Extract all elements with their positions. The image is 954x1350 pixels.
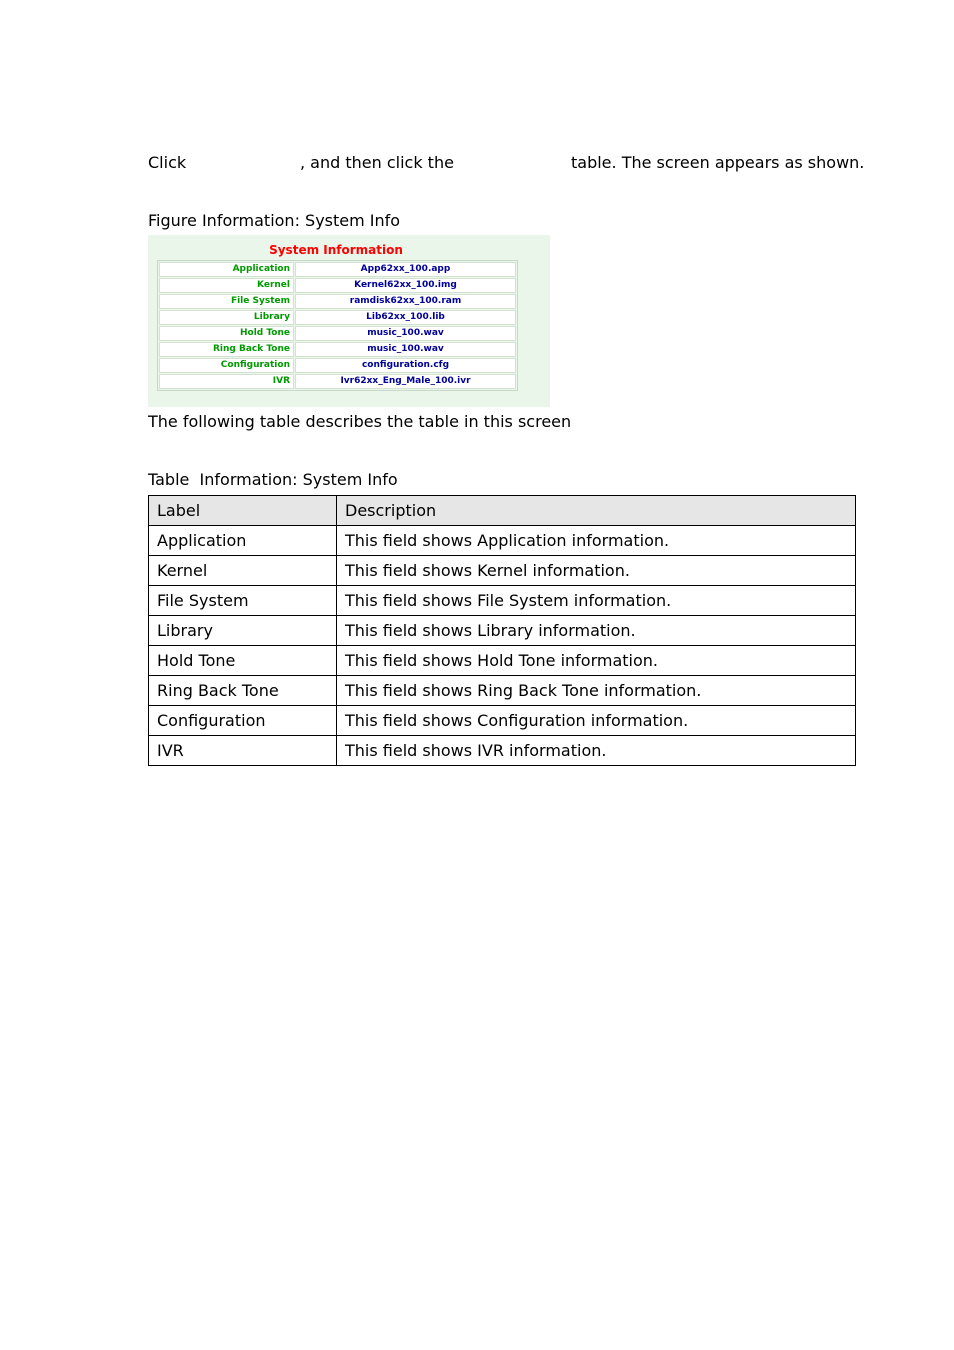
info-label: File System xyxy=(159,294,294,309)
row-description: This field shows Configuration information. xyxy=(337,706,856,736)
row-description: This field shows Ring Back Tone information. xyxy=(337,676,856,706)
table-row xyxy=(149,706,856,736)
table-row xyxy=(159,374,516,389)
intro-text-2: , and then click the xyxy=(300,153,454,172)
table-row xyxy=(159,294,516,309)
table-row xyxy=(149,676,856,706)
row-label: Application xyxy=(149,526,337,556)
table-row xyxy=(159,358,516,373)
row-label: Ring Back Tone xyxy=(149,676,337,706)
table-row xyxy=(149,646,856,676)
table-row xyxy=(159,310,516,325)
info-value: Kernel62xx_100.img xyxy=(295,278,516,293)
table-caption xyxy=(148,470,398,490)
info-label: Kernel xyxy=(159,278,294,293)
info-value: configuration.cfg xyxy=(295,358,516,373)
header-description: Description xyxy=(337,496,856,526)
table-row xyxy=(149,556,856,586)
following-text: The following table describes the table in this screen xyxy=(148,412,572,431)
row-label: File System xyxy=(149,586,337,616)
figure-caption-prefix: Figure xyxy=(148,211,197,230)
info-label: Ring Back Tone xyxy=(159,342,294,357)
row-description: This field shows Kernel information. xyxy=(337,556,856,586)
info-value: music_100.wav xyxy=(295,342,516,357)
table-header-row xyxy=(149,496,856,526)
row-label: Library xyxy=(149,616,337,646)
description-table xyxy=(148,495,856,766)
info-value: App62xx_100.app xyxy=(295,262,516,277)
figure-caption xyxy=(148,211,400,231)
system-info-table xyxy=(157,260,518,391)
table-row xyxy=(159,278,516,293)
row-label: Configuration xyxy=(149,706,337,736)
row-description: This field shows Application information. xyxy=(337,526,856,556)
table-row xyxy=(149,736,856,766)
header-label: Label xyxy=(149,496,337,526)
table-row xyxy=(149,616,856,646)
table-caption-prefix: Table xyxy=(148,470,190,489)
table-caption-title: Information: System Info xyxy=(199,470,398,489)
info-label: IVR xyxy=(159,374,294,389)
info-label: Configuration xyxy=(159,358,294,373)
system-info-screenshot xyxy=(148,235,550,407)
row-label: Kernel xyxy=(149,556,337,586)
info-label: Library xyxy=(159,310,294,325)
row-description: This field shows Library information. xyxy=(337,616,856,646)
info-value: ramdisk62xx_100.ram xyxy=(295,294,516,309)
info-value: Lib62xx_100.lib xyxy=(295,310,516,325)
table-row xyxy=(159,326,516,341)
info-label: Application xyxy=(159,262,294,277)
table-row xyxy=(159,262,516,277)
table-row xyxy=(159,342,516,357)
row-description: This field shows File System information. xyxy=(337,586,856,616)
info-value: music_100.wav xyxy=(295,326,516,341)
table-row xyxy=(149,586,856,616)
intro-text-1: Click xyxy=(148,153,187,172)
intro-text-3: table. The screen appears as shown. xyxy=(571,153,865,172)
figure-caption-title: Information: System Info xyxy=(201,211,401,230)
row-description: This field shows IVR information. xyxy=(337,736,856,766)
row-label: Hold Tone xyxy=(149,646,337,676)
table-row xyxy=(149,526,856,556)
screenshot-title: System Information xyxy=(269,243,403,257)
row-label: IVR xyxy=(149,736,337,766)
row-description: This field shows Hold Tone information. xyxy=(337,646,856,676)
info-value: Ivr62xx_Eng_Male_100.ivr xyxy=(295,374,516,389)
info-label: Hold Tone xyxy=(159,326,294,341)
